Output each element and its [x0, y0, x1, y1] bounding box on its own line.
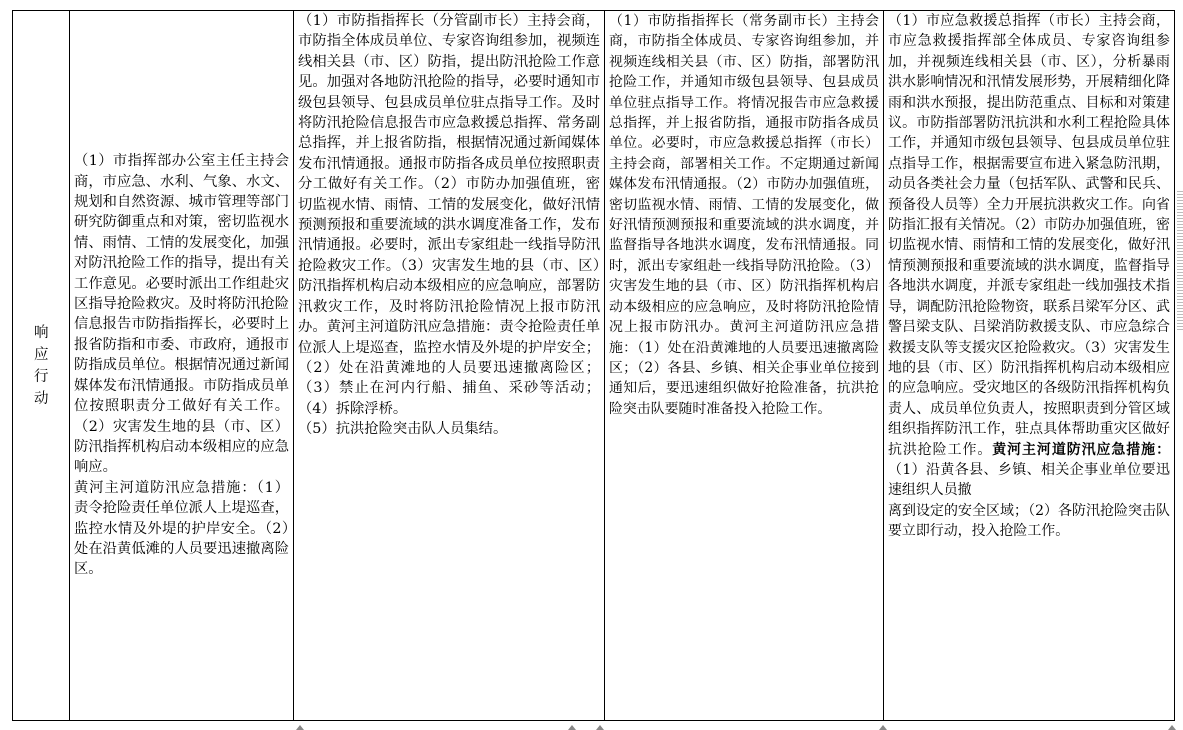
level-3-response-cell [294, 11, 605, 721]
column-marker-icon [596, 725, 604, 730]
column-marker-icon [879, 725, 887, 730]
level-1-response-cell [884, 11, 1175, 721]
level-2-response-text: （1）市防指指挥长（常务副市长）主持会商，市防指全体成员、专家咨询组参加，并视频连线相关县（市、区）防指，部署防汛抢险工作，并通知市级包县领导、包县成员单位驻点指导工作。将情况报告市应急救援总指挥，并上报省防指，通报市防指各成员单位。必要时，市应急救援总指挥（市长）主持会商，部署相关工作。不定期通过新闻媒体发布汛情通报。（2）市防办加强值班，密切监视水情、雨情、工情的发展变化，做好汛情预测预报和重要流域的洪水调度，并监督指导各地洪水调度，发布汛情通报。同时，派出专家组赴一线指导防汛抢险。（3）灾害发生地的县（市、区）防汛指挥机构启动本级相应的应急响应，及时将防汛抢险情况上报市防汛办。黄河主河道防汛应急措施：（1）处在沿黄滩地的人员要迅速撤离险区；（2）各县、乡镇、相关企事业单位接到通知后，要迅速组织做好抢险准备，抗洪抢险突击队要随时准备投入抢险工作。 [609, 13, 879, 417]
row-label: 响应行动 [34, 324, 49, 407]
row-label-cell [13, 11, 70, 721]
level-2-response-cell [605, 11, 884, 721]
level-3-response-text: （1）市防指指挥长（分管副市长）主持会商，市防指全体成员单位、专家咨询组参加，视频连线相关县（市、区）防指，提出防汛抢险工作意见。加强对各地防汛抢险的指导，必要时通知市级包县领导、包县成员单位驻点指导工作。及时将防汛抢险信息报告市应急救援总指挥、常务副总指挥，并上报省防指，根据情况通过新闻媒体发布汛情通报。通报市防指各成员单位按照职责分工做好有关工作。（2）市防办加强值班，密切监视水情、雨情、工情的发展变化，做好汛情预测预报和重要流域的洪水调度准备工作，发布汛情通报。必要时，派出专家组赴一线指导防汛抢险救灾工作。（3）灾害发生地的县（市、区）防汛指挥机构启动本级相应的应急响应，部署防汛救灾工作，及时将防汛抢险情况上报市防汛办。黄河主河道防汛应急措施：责令抢险责任单位派人上堤巡查，监控水情及外堤的护岸安全；（2）处在沿黄滩地的人员要迅速撤离险区；（3）禁止在河内行船、捕鱼、采砂等活动；（4）拆除浮桥。 （5）抗洪抢险突击队人员集结。 [298, 13, 600, 438]
column-marker-icon [1168, 725, 1176, 730]
level-4-response-cell [70, 11, 294, 721]
level-1-response-text [888, 11, 1170, 542]
column-marker-icon [296, 725, 304, 730]
yellow-river-measures-heading: 黄河主河道防汛应急措施： [992, 441, 1171, 458]
level-4-response-text: （1）市指挥部办公室主任主持会商，市应急、水利、气象、水文、规划和自然资源、城市管理等部门研究防御重点和对策，密切监视水情、雨情、工情的发展变化，加强对防汛抢险工作的指导，提出有关工作意见。必要时派出工作组赴灾区指导抢险救灾。及时将防汛抢险信息报告市防指指挥长，必要时上报省防指和市委、市政府，通报市防指成员单位。根据情况通过新闻媒体发布汛情通报。市防指成员单位按照职责分工做好有关工作。（2）灾害发生地的县（市、区）防汛指挥机构启动本级相应的应急响应。 黄河主河道防汛应急措施：（1）责令抢险责任单位派人上堤巡查，监控水情及外堤的护岸安全。（2）处在沿黄低滩的人员要迅速撤离险区。 [74, 153, 289, 578]
level-1-tail-text: （1）沿黄各县、乡镇、相关企事业单位要迅速组织人员撤 离到设定的安全区域；（2）各防汛抢险突击队要立即行动，投入抢险工作。 [888, 461, 1170, 540]
response-action-table [12, 10, 1175, 721]
column-marker-icon [568, 725, 576, 730]
page-edge-hatch [1177, 190, 1183, 330]
table-row [13, 11, 1175, 721]
level-1-main-text: （1）市应急救援总指挥（市长）主持会商，市应急救援指挥部全体成员、专家咨询组参加，并视频连线相关县（市、区），分析暴雨洪水影响情况和汛情发展形势，开展精细化降雨和洪水预报，提出防范重点、目标和对策建议。市防指部署防汛抗洪和水利工程抢险具体工作，并通知市级包县领导、包县成员单位驻点指导工作，根据需要宣布进入紧急防汛期，动员各类社会力量（包括军队、武警和民兵、预备役人员等）全力开展抗洪救灾工作。向省防指汇报有关情况。（2）市防办加强值班，密切监视水情、雨情和工情的发展变化，做好汛情预测预报和重要流域的洪水调度，监督指导各地洪水调度，并派专家组赴一线加强技术指导，调配防汛抢险物资，联系吕梁军分区、武警吕梁支队、吕梁消防救援支队、市应急综合救援支队等支援灾区抢险救灾。（3）灾害发生地的县（市、区）防汛指挥机构启动本级相应的应急响应。受灾地区的各级防汛指挥机构负责人、成员单位负责人，按照职责到分管区域组织指挥防汛工作，驻点具体帮助重灾区做好抗洪抢险工作。 [888, 13, 1170, 458]
